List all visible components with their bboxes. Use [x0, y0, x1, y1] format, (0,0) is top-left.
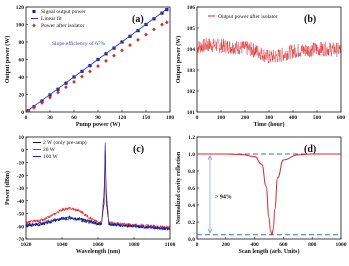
x-axis-label: Time (hour): [253, 122, 285, 128]
data-point: [72, 80, 76, 84]
x-tick-label: 30: [47, 115, 53, 121]
data-point: [165, 20, 169, 24]
x-tick-label: 1080: [128, 242, 140, 248]
panel-label: (d): [304, 144, 317, 155]
data-point: [136, 38, 140, 42]
y-tick-label: 1.2: [188, 135, 195, 141]
y-tick-label: 1.0: [188, 152, 195, 158]
y-tick-label: -20: [16, 173, 24, 180]
panel-2: [175, 5, 345, 128]
y-tick-label: -10: [16, 160, 24, 167]
data-point: [152, 27, 156, 31]
data-point: [112, 54, 116, 58]
x-tick-label: 400: [288, 115, 298, 121]
data-point: [64, 85, 68, 89]
x-tick-label: 1040: [56, 242, 68, 248]
y-tick-label: 40: [18, 75, 24, 81]
y-tick-label: 100: [15, 22, 24, 29]
x-tick-label: 600: [279, 242, 288, 248]
plot-frame: [197, 137, 341, 239]
y-tick-label: 80: [18, 40, 24, 46]
x-tick-label: 180: [165, 115, 175, 121]
y-tick-label: 0.2: [188, 220, 195, 226]
y-tick-label: 102: [186, 89, 195, 95]
x-tick-label: 0: [24, 115, 28, 121]
y-tick-label: -40: [16, 198, 24, 205]
y-tick-label: 20: [18, 92, 24, 99]
y-tick-label: 104: [186, 47, 195, 53]
x-axis-label: Pump power (W): [75, 122, 121, 128]
legend-swatch: [32, 24, 36, 28]
x-tick-label: 200: [221, 242, 230, 248]
x-tick-label: 400: [250, 242, 259, 248]
y-tick-label: 60: [18, 57, 24, 64]
panel-label: (c): [133, 144, 145, 155]
data-point: [104, 59, 108, 63]
x-axis-label: Wavelength (nm): [75, 249, 121, 255]
x-axis-label: Scan length (arb. Units): [238, 249, 300, 255]
x-tick-label: 0: [195, 242, 199, 248]
panel-1: [4, 5, 174, 128]
y-tick-label: 0.4: [188, 203, 195, 209]
data-point: [120, 48, 124, 52]
legend-label: 20 W: [43, 147, 55, 153]
legend-label: 2 W (only pre-amp): [43, 140, 87, 146]
legend-label: Signal output power: [41, 9, 86, 15]
data-point: [96, 64, 100, 68]
y-tick-label: -30: [16, 186, 24, 192]
x-tick-label: 90: [95, 115, 101, 121]
y-tick-label: 101: [186, 110, 195, 116]
x-tick-label: 200: [240, 115, 250, 121]
y-tick-label: -50: [16, 211, 24, 218]
data-point: [144, 33, 148, 37]
x-tick-label: 0: [195, 115, 199, 121]
y-axis-label: Power (dBm): [5, 170, 11, 206]
panel-4: [176, 135, 347, 255]
legend-label: Linear fit: [41, 16, 62, 22]
y-tick-label: 0.0: [188, 237, 195, 243]
x-tick-label: 1060: [92, 242, 104, 248]
slope-annotation: Slope efficiency of 67%: [52, 41, 106, 47]
y-tick-label: 120: [15, 5, 24, 11]
data-point: [88, 69, 92, 73]
depth-annotation: > 94%: [214, 194, 232, 201]
y-tick-label: 0.6: [188, 186, 195, 192]
y-tick-label: 0: [21, 110, 24, 116]
x-tick-label: 120: [117, 115, 127, 121]
x-tick-label: 500: [312, 115, 322, 121]
legend-label: 100 W: [43, 154, 58, 160]
x-tick-label: 1100: [164, 242, 176, 248]
data-point: [128, 43, 132, 47]
x-tick-label: 1000: [335, 242, 347, 248]
x-tick-label: 600: [336, 115, 346, 121]
y-tick-label: 105: [186, 26, 195, 32]
x-tick-label: 1020: [20, 242, 32, 248]
plot-data: [197, 38, 341, 63]
series-line: [197, 38, 341, 63]
y-tick-label: 106: [186, 5, 195, 11]
y-tick-label: 0.8: [188, 169, 195, 175]
legend-swatch: [33, 10, 36, 13]
data-point: [80, 75, 84, 79]
y-tick-label: -60: [16, 224, 24, 231]
x-tick-label: 100: [216, 115, 226, 121]
legend-label: Output power after isolator: [218, 14, 278, 20]
x-tick-label: 150: [141, 115, 151, 121]
x-tick-label: 60: [71, 115, 77, 121]
legend-label: Power after isolator: [41, 23, 85, 29]
y-tick-label: -70: [16, 237, 24, 243]
panel-label: (b): [304, 14, 317, 25]
data-point: [160, 23, 164, 27]
x-tick-label: 300: [264, 115, 274, 121]
y-axis-label: Normalized cavity reflection: [176, 151, 182, 225]
y-axis-label: Output power (W): [5, 35, 11, 84]
panel-label: (a): [132, 14, 144, 25]
panel-3: [4, 135, 176, 255]
series-line: [26, 150, 170, 230]
x-tick-label: 800: [308, 242, 317, 248]
y-tick-label: 10: [18, 135, 24, 141]
y-tick-label: 103: [186, 68, 195, 74]
data-point: [56, 90, 60, 94]
y-tick-label: 0: [21, 147, 24, 154]
y-axis-label: Output power (W): [176, 35, 182, 84]
